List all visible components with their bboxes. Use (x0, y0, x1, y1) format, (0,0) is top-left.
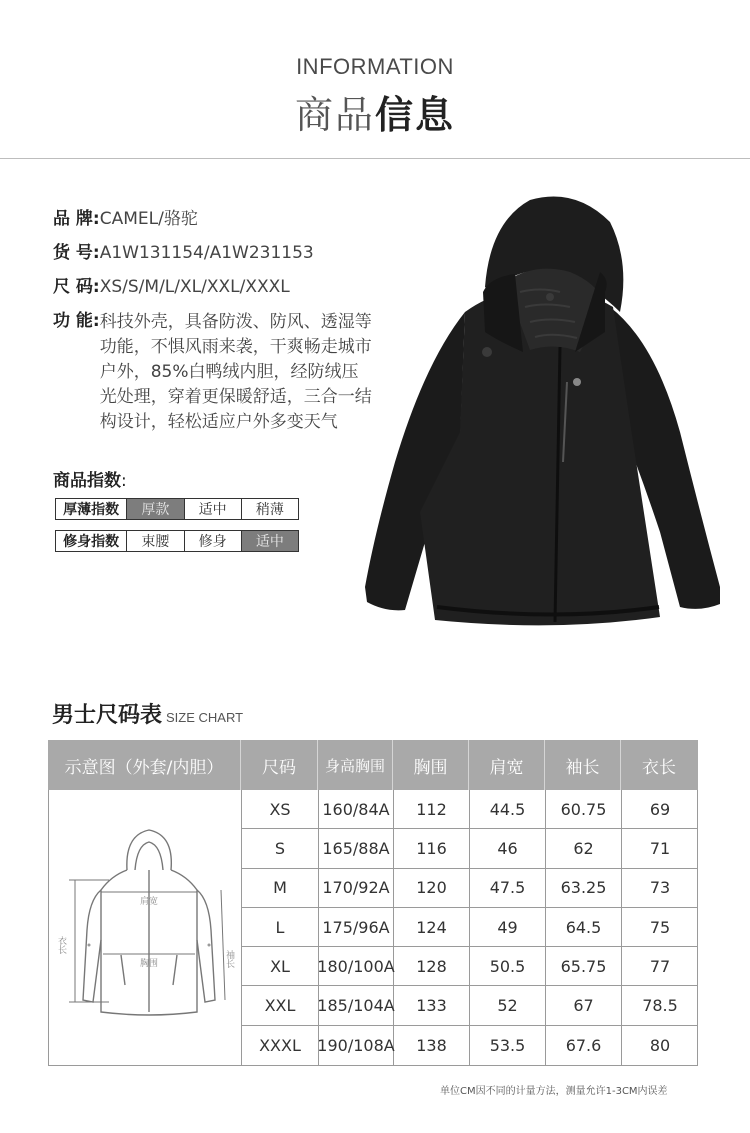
jacket-measurement-diagram (49, 790, 242, 1065)
cell-length: 78.5 (642, 996, 678, 1016)
header-title-zh (0, 84, 750, 139)
sku-row (53, 242, 383, 264)
size-chart-table (48, 740, 698, 1066)
cell-chest: 138 (394, 1026, 470, 1065)
cell-sleeve: 65.75 (546, 947, 622, 985)
cell-sleeve: 63.25 (546, 869, 622, 907)
cell-size: L (242, 908, 319, 946)
cell-length: 75 (649, 917, 671, 937)
table-row (242, 908, 698, 947)
header-title-en: INFORMATION (296, 54, 454, 79)
index-title-text: 商品指数 (53, 471, 121, 491)
header-length: 衣长 (642, 757, 676, 778)
cell-sleeve: 67 (546, 986, 622, 1024)
cell-height-bust: 170/92A (319, 869, 394, 907)
function-row (53, 310, 383, 435)
cell-chest: 116 (394, 829, 470, 867)
cell-size: XL (242, 947, 319, 985)
cell-size: S (242, 829, 319, 867)
cell-height-bust: 175/96A (319, 908, 394, 946)
cell-shoulder: 46 (470, 829, 546, 867)
cell-sleeve: 67.6 (546, 1026, 622, 1065)
size-chart-title (52, 698, 243, 729)
diagram-label-chest: 胸围 (139, 959, 159, 969)
jacket-outline-diagram (49, 790, 241, 1065)
thickness-option-thin: 稍薄 (255, 502, 284, 518)
header-size: 尺码 (241, 740, 318, 790)
cell-chest: 120 (394, 869, 470, 907)
thickness-index-label: 厚薄指数 (56, 499, 127, 519)
cell-chest: 128 (394, 947, 470, 985)
cell-chest: 133 (394, 986, 470, 1024)
measurement-footnote: 单位CM因不同的计量方法，测量允许1-3CM内误差 (440, 1086, 668, 1097)
size-chart-rows (242, 790, 698, 1065)
cell-size: XXXL (242, 1026, 319, 1065)
fit-index-label: 修身指数 (56, 531, 127, 551)
cell-chest: 112 (394, 790, 470, 828)
sku-label: 货 号: (53, 243, 100, 263)
header-height-bust: 身高胸围 (318, 740, 393, 790)
diagram-label-sleeve: 袖长 (224, 950, 234, 968)
header-title-zh-light: 商品 (294, 93, 375, 137)
cell-shoulder: 52 (470, 986, 546, 1024)
thickness-option-medium: 适中 (185, 499, 242, 519)
size-chart-body (48, 790, 698, 1066)
size-row (53, 276, 383, 298)
header-diagram: 示意图（外套/内胆） (48, 740, 241, 790)
function-label: 功 能: (53, 311, 100, 331)
table-row (242, 986, 698, 1025)
cell-length: 77 (649, 956, 671, 976)
cell-sleeve: 64.5 (546, 908, 622, 946)
brand-label: 品 牌: (53, 209, 100, 229)
cell-shoulder: 53.5 (470, 1026, 546, 1065)
cell-height-bust: 180/100A (319, 947, 394, 985)
size-chart-title-en: SIZE CHART (166, 710, 244, 725)
table-row (242, 829, 698, 868)
thickness-option-thick: 厚款 (127, 499, 184, 519)
fit-option-slim: 修身 (185, 531, 242, 551)
fit-option-waisted: 束腰 (127, 531, 184, 551)
table-row (242, 1026, 698, 1065)
cell-height-bust: 185/104A (319, 986, 394, 1024)
cell-sleeve: 60.75 (546, 790, 622, 828)
cell-shoulder: 44.5 (470, 790, 546, 828)
diagram-label-shoulder: 肩宽 (139, 897, 159, 907)
jacket-product-image (355, 192, 730, 632)
size-label: 尺 码: (53, 277, 100, 297)
size-chart-header (48, 740, 698, 790)
fit-option-regular: 适中 (242, 531, 298, 551)
cell-size: XXL (242, 986, 319, 1024)
header-divider (0, 158, 750, 159)
table-row (242, 790, 698, 829)
table-row (242, 947, 698, 986)
index-title-colon: : (121, 471, 127, 491)
cell-length: 80 (649, 1035, 671, 1055)
brand-row (53, 208, 383, 230)
cell-height-bust: 165/88A (319, 829, 394, 867)
sku-value: A1W131154/A1W231153 (99, 243, 314, 263)
cell-length: 71 (649, 838, 671, 858)
thickness-index-bar (55, 498, 299, 520)
diagram-label-length: 衣长 (56, 936, 66, 954)
header-sleeve: 袖长 (545, 740, 621, 790)
brand-value: CAMEL/骆驼 (99, 209, 198, 229)
cell-shoulder: 47.5 (470, 869, 546, 907)
header-title-zh-bold: 信息 (375, 93, 456, 137)
cell-height-bust: 190/108A (319, 1026, 394, 1065)
cell-height-bust: 160/84A (319, 790, 394, 828)
cell-shoulder: 49 (470, 908, 546, 946)
size-chart-title-zh: 男士尺码表 (52, 703, 163, 728)
function-value: 科技外壳，具备防泼、防风、透湿等功能，不惧风雨来袭，干爽畅走城市户外，85%白鸭绒内胆，经防绒压光处理，穿着更保暖舒适，三合一结构设计，轻松适应户外多变天气 (99, 312, 372, 432)
index-title (53, 466, 127, 491)
header-shoulder: 肩宽 (469, 740, 545, 790)
cell-sleeve: 62 (546, 829, 622, 867)
cell-length: 69 (649, 799, 671, 819)
header-chest: 胸围 (393, 740, 469, 790)
size-value: XS/S/M/L/XL/XXL/XXXL (99, 277, 290, 297)
cell-size: M (242, 869, 319, 907)
cell-size: XS (242, 790, 319, 828)
product-info (53, 208, 383, 447)
fit-index-bar (55, 530, 299, 552)
cell-length: 73 (649, 878, 671, 898)
table-row (242, 869, 698, 908)
cell-chest: 124 (394, 908, 470, 946)
cell-shoulder: 50.5 (470, 947, 546, 985)
